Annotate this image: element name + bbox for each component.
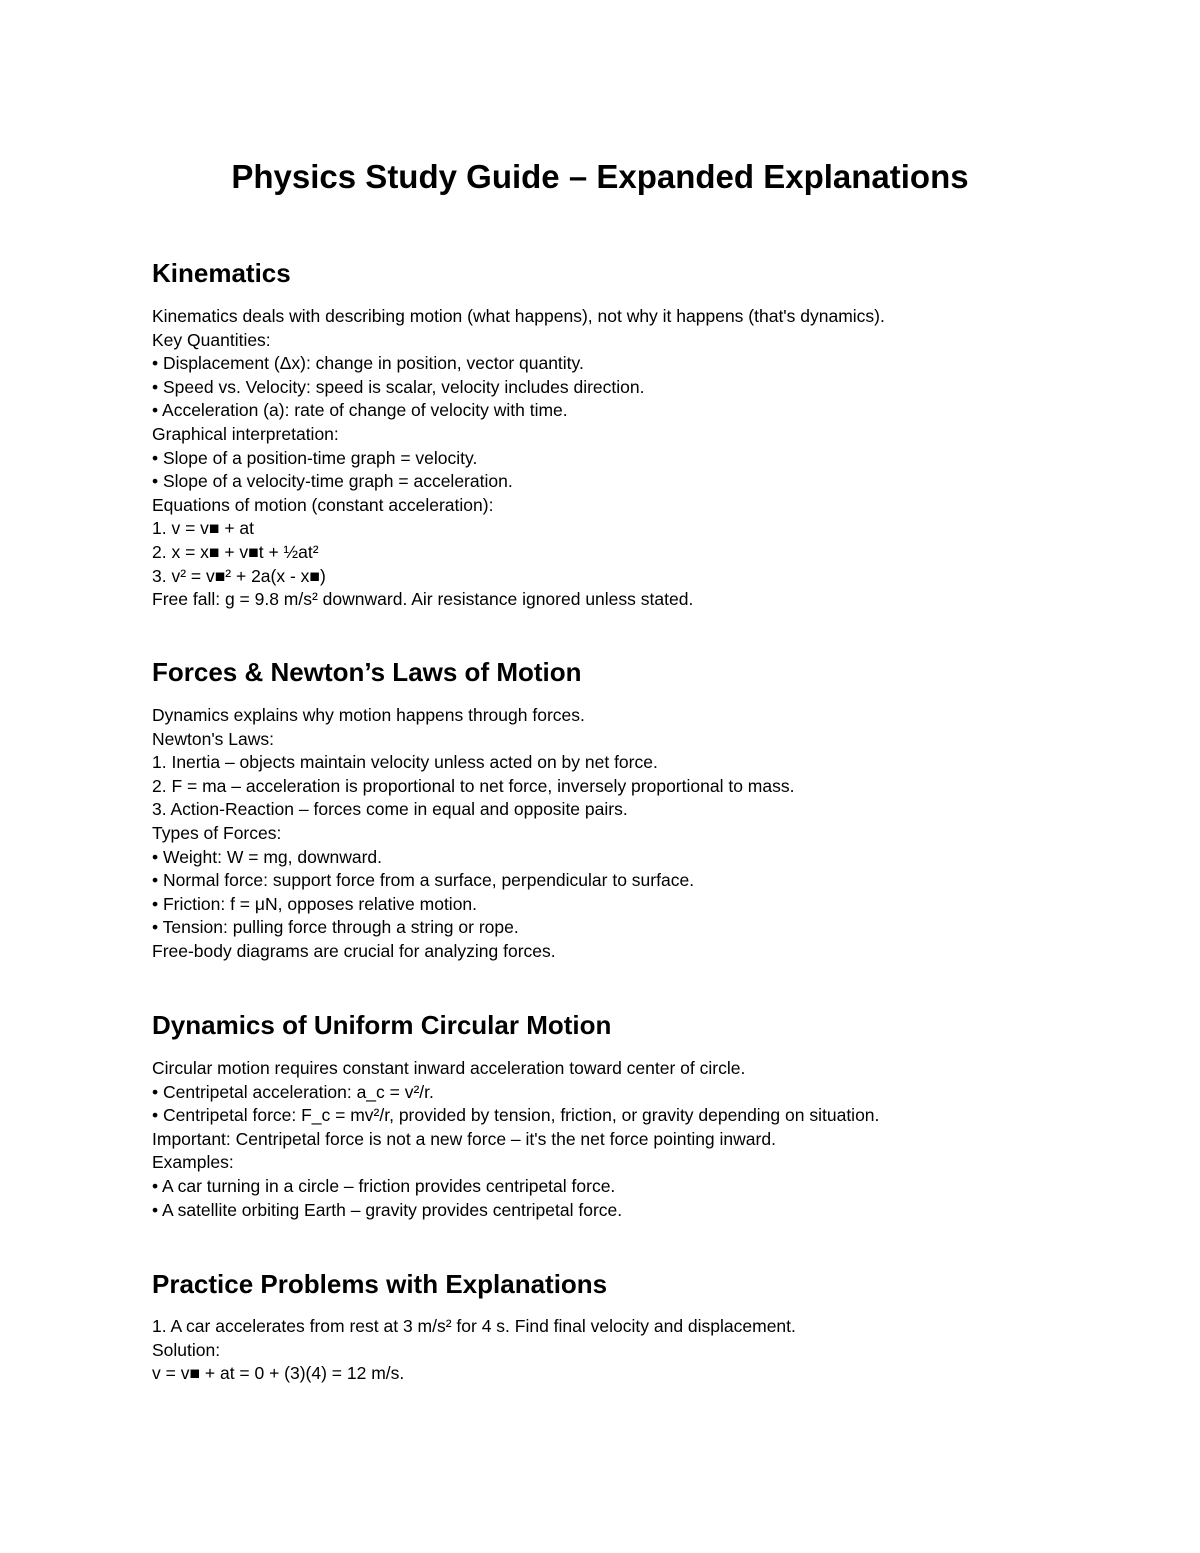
body-line: Equations of motion (constant acceleration): xyxy=(152,494,494,515)
body-line: Solution: xyxy=(152,1339,221,1360)
body-line: Graphical interpretation: xyxy=(152,423,339,444)
body-line: Newton's Laws: xyxy=(152,728,275,749)
equation-item: 3. v² = v■² + 2a(x - x■) xyxy=(152,565,326,586)
section-body-forces xyxy=(152,704,1112,964)
bullet-item: • Weight: W = mg, downward. xyxy=(152,846,382,867)
equation-item: 1. v = v■ + at xyxy=(152,518,255,539)
solution-line: v = v■ + at = 0 + (3)(4) = 12 m/s. xyxy=(152,1363,405,1384)
body-line: Key Quantities: xyxy=(152,329,271,350)
numbered-item: 3. Action-Reaction – forces come in equal and opposite pairs. xyxy=(152,799,628,820)
body-line: Circular motion requires constant inward acceleration toward center of circle. xyxy=(152,1058,746,1078)
body-line: Free fall: g = 9.8 m/s² downward. Air resistance ignored unless stated. xyxy=(152,589,694,610)
body-line: Kinematics deals with describing motion (what happens), not why it happens (that's dynamics). xyxy=(152,306,885,326)
bullet-item: • Tension: pulling force through a string or rope. xyxy=(152,917,519,938)
section-heading-kinematics: Kinematics xyxy=(152,258,291,288)
section-body-circular-motion xyxy=(152,1057,1112,1222)
bullet-item: • Slope of a velocity-time graph = acceleration. xyxy=(152,471,513,492)
section-body-practice-problems xyxy=(152,1315,1112,1386)
bullet-item: • A satellite orbiting Earth – gravity provides centripetal force. xyxy=(152,1199,623,1220)
bullet-item: • Speed vs. Velocity: speed is scalar, velocity includes direction. xyxy=(152,376,645,397)
body-line: Important: Centripetal force is not a new force – it's the net force pointing inward. xyxy=(152,1128,776,1149)
document-title: Physics Study Guide – Expanded Explanations xyxy=(231,158,969,195)
body-line: Free-body diagrams are crucial for analyzing forces. xyxy=(152,940,556,961)
section-heading-forces: Forces & Newton’s Laws of Motion xyxy=(152,657,582,687)
bullet-item: • Slope of a position-time graph = velocity. xyxy=(152,447,478,468)
body-line: Types of Forces: xyxy=(152,822,282,843)
equation-item: 2. x = x■ + v■t + ½at² xyxy=(152,541,319,562)
bullet-item: • A car turning in a circle – friction provides centripetal force. xyxy=(152,1175,616,1196)
problem-statement: 1. A car accelerates from rest at 3 m/s² for 4 s. Find final velocity and displacement. xyxy=(152,1316,796,1336)
body-line: Dynamics explains why motion happens through forces. xyxy=(152,705,585,725)
bullet-item: • Centripetal acceleration: a_c = v²/r. xyxy=(152,1081,434,1102)
bullet-item: • Centripetal force: F_c = mv²/r, provided by tension, friction, or gravity depending on situation. xyxy=(152,1105,880,1126)
bullet-item: • Friction: f = μN, opposes relative motion. xyxy=(152,893,478,914)
bullet-item: • Displacement (Δx): change in position, vector quantity. xyxy=(152,353,584,374)
section-heading-practice-problems: Practice Problems with Explanations xyxy=(152,1269,608,1299)
bullet-item: • Normal force: support force from a surface, perpendicular to surface. xyxy=(152,870,695,891)
bullet-item: • Acceleration (a): rate of change of velocity with time. xyxy=(152,400,568,421)
section-heading-circular-motion: Dynamics of Uniform Circular Motion xyxy=(152,1010,612,1040)
section-body-kinematics xyxy=(152,305,1112,612)
body-line: Examples: xyxy=(152,1152,234,1173)
numbered-item: 2. F = ma – acceleration is proportional to net force, inversely proportional to mass. xyxy=(152,775,795,796)
numbered-item: 1. Inertia – objects maintain velocity unless acted on by net force. xyxy=(152,752,658,773)
